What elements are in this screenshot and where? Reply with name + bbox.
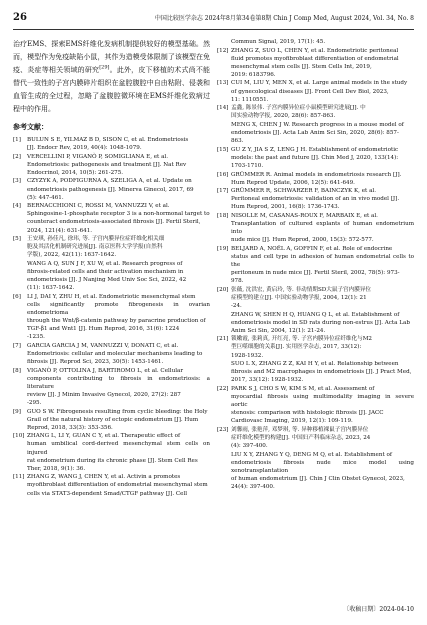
reference-text-line: fibrosis and M2 macrophages in endometriosis [J]. J Pract Med, (231, 369, 412, 376)
reference-text-line: 978. (231, 278, 244, 285)
intro-paragraph-block (13, 38, 210, 116)
reference-item (13, 235, 210, 259)
page-header (13, 12, 414, 28)
reference-text-line: 王安琪, 孙佳凡, 徐玮, 等. 子宫内膜异位症纤维化相关细 (27, 236, 165, 243)
reference-number: [22] (217, 385, 229, 392)
reference-number: [5] (13, 236, 21, 243)
reference-text-line: 1703-1710. (231, 162, 264, 169)
reference-number: [23] (217, 426, 229, 433)
reference-item (217, 335, 414, 359)
reference-number: [16] (217, 171, 229, 178)
reference-item (217, 360, 414, 384)
reference-text-line: ZHANG W, SHEN H Q, HUANG Q L, et al. Establishment of (231, 311, 400, 318)
reference-text-line: 胞及其活化机制研究进展[J]. 南京医科大学学报(自然科 (27, 244, 163, 251)
reference-text-line: 症纤维化模型的构建[J]. 中国妇产科临床杂志, 2023, 24 (231, 435, 371, 441)
reference-text-line: status and cell type in adhesion of human endometrial cells to the (231, 253, 414, 269)
reference-number: [12] (217, 47, 229, 54)
reference-number: [2] (13, 153, 21, 160)
reference-text-line: endometriosis pathogenesis [J]. Minerva Ginecol, 2017, 69 (27, 186, 194, 193)
reference-text-line: -24. (231, 303, 242, 309)
reference-number: [10] (13, 433, 25, 440)
reference-text-line: Reprod, 2018, 33(3): 353-356. (27, 424, 113, 431)
reference-text-line: Endometriosis: cellular and molecular mechanisms leading to (27, 350, 203, 357)
reference-number: [14] (217, 105, 229, 112)
reference-text-line: SUO L X, ZHANG Z Z, KAI H Y, et al. Relationship between (231, 361, 399, 368)
reference-text-line: endometriosis [J]. Acta Lab Anim Sci Sin, 2020, 28(6): 857- (231, 130, 399, 137)
reference-item (13, 136, 210, 152)
reference-text-line: 症模型的建立[J]. 中国实验动物学报, 2004, 12(1): 21 (231, 294, 367, 301)
right-column (217, 38, 414, 492)
reference-number: [21] (217, 336, 229, 343)
reference-text-line: 1928-1932. (231, 352, 264, 359)
reference-text-line: rat endometrium during its chronic phase [J]. Stem Cell Res (27, 457, 198, 464)
page-number: 26 (13, 12, 27, 23)
reference-text-line: mesenchymal stem cells [J]. Stem Cells Int, 2019, (231, 63, 372, 70)
reference-item (13, 367, 210, 407)
reference-number: [9] (13, 408, 21, 415)
reference-text-line: through the Wnt/β-catenin pathway by paracrine production of (27, 318, 206, 325)
intro-text-part-2: 。此外，皮下移植的术式尚不能替代一致性的子宫内膜碎片组织在盆腔腹腔中自由粘附、侵袭和血管生成的全过程，忽略了盆腹腔微环境在EMS纤维化致病过程中的作用。 (13, 66, 211, 113)
reference-text-line: -1235. (27, 334, 45, 341)
left-column (13, 38, 210, 498)
reference-text-line: 2019: 6183796. (231, 71, 276, 78)
reference-text-line: endometriosis fibrosis nude mice model using xenotransplantation (231, 459, 414, 474)
reference-number: [6] (13, 293, 21, 300)
reference-item (217, 212, 414, 244)
reference-text-line: Anim Sci Sin, 2004, 12(1): 21-24. (231, 327, 326, 334)
reference-text-line: fibrosis-related cells and their activation mechanism in (27, 269, 184, 275)
reference-number: [1] (13, 137, 21, 143)
reference-number: [7] (13, 342, 21, 349)
reference-item (217, 146, 414, 170)
reference-item (217, 311, 414, 335)
reference-text-line: peritoneum in nude mice [J]. Fertil Steril, 2002, 78(5): 973- (231, 270, 400, 277)
reference-text-line: 张薇, 沈洪宏, 黄启玲, 等. 非动情期SD大鼠子宫内膜异位 (231, 286, 372, 293)
reference-text-line: Ther, 2018, 9(1): 36. (27, 465, 86, 472)
reference-text-line: BULUN S E, YILMAZ B D, SISON C, et al. Endometriosis (27, 137, 189, 143)
reference-text-line: Cardiovasc Imaging, 2019, 12(1): 109-119. (231, 418, 353, 425)
reference-text-line: 2024, 121(4): 631-641. (27, 227, 93, 234)
journal-running-head: 中国比较医学杂志 2024年8月第34卷第8期 Chin J Comp Med, August 2024, Vol. 34, No. 8 (154, 15, 414, 22)
reference-text-line: 孟鑫, 陈景伟. 子宫内膜异位症小鼠模型研究进展[J]. 中 (231, 105, 366, 112)
references-heading: 参考文献： (13, 123, 48, 131)
reference-text-line: models: the past and future [J]. Chin Med J, 2020, 133(14): (231, 154, 399, 161)
reference-number: [17] (217, 188, 229, 195)
reference-text-line: ZHANG L, LI Y, GUAN C Y, et al. Therapeutic effect of (27, 433, 181, 440)
reference-number: [4] (13, 203, 21, 210)
reference-item (217, 47, 414, 79)
reference-text-line: (11): 1637-1642. (27, 285, 75, 292)
reference-text-line: GRÜMMER R. Animal models in endometriosis research [J]. (231, 171, 402, 178)
reference-text-line: Hum Reprod, 2001, 16(8): 1736-1743. (231, 204, 340, 211)
reference-number: [20] (217, 286, 229, 293)
reference-text-line: 863. (231, 138, 244, 145)
reference-item (217, 286, 414, 310)
reference-item (217, 426, 414, 450)
reference-item (217, 121, 414, 145)
reference-text-line: 锁嫩霞, 张莉真, 开红亮, 等. 子宫内膜异位症纤维化与M2 (231, 336, 372, 343)
reference-text-line: cells significantly promote fibrogenesis in ovarian endometrioma (27, 301, 210, 316)
reference-item (217, 245, 414, 285)
reference-text-line: 刘馨雨, 张艳萍, 邓梦琪, 等. 异种移植裸鼠子宫内膜异位 (231, 426, 369, 433)
reference-text-line: PARK S J, CHO S W, KIM S M, et al. Assessment of (231, 385, 375, 392)
reference-text-line: Hum Reprod Update, 2006, 12(5): 641-649. (231, 179, 355, 186)
reference-list-left (13, 136, 210, 498)
reference-text-line: Peritoneal endometriosis: validation of an in vivo model [J]. (231, 196, 400, 203)
reference-text-line: BERNACCHIONI C, ROSSI M, VANNUZZI V, et al. (27, 203, 170, 210)
reference-text-line: review [J]. J Minim Invasive Gynecol, 2020, 27(2): 287 (27, 391, 181, 398)
reference-text-line: endometriosis [J]. J Nanjing Med Univ Soc Sci, 2022, 42 (27, 277, 187, 284)
reference-item (217, 451, 414, 491)
reference-text-line: cells via STAT3-dependent Smad/CTGF pathway [J]. Cell (27, 490, 188, 497)
reference-text-line: BELJARD A, NOËL A, GOFFIN F, et al. Role of endocrine (231, 245, 393, 252)
reference-text-line: counteract endometriosis-associated fibrosis [J]. Fertil Steril, (27, 219, 201, 226)
reference-number: [3] (13, 178, 21, 185)
reference-text-line: Grail of the natural history of ectopic endometrium [J]. Hum (27, 416, 199, 423)
reference-text-line: LI J, DAI Y, ZHU H, et al. Endometriotic mesenchymal stem (27, 293, 196, 300)
reference-text-line: -295. (27, 400, 42, 406)
reference-text-line: 11: 1110551. (231, 96, 269, 103)
reference-item (217, 385, 414, 425)
reference-text-line: fibrosis [J]. Reprod Sci, 2023, 30(5): 1453-1461. (27, 359, 164, 366)
reference-text-line: 国实验动物学报, 2020, 28(6): 857-863. (231, 113, 336, 120)
intro-paragraph (13, 38, 210, 116)
reference-item (13, 153, 210, 177)
reference-text-line: Endocrinol, 2014, 10(5): 261-275. (27, 169, 124, 176)
reference-item (13, 202, 210, 234)
reference-text-line: GARCIA GARCIA J M, VANNUZZI V, DONATI C, et al. (27, 342, 179, 349)
reference-number: [11] (13, 474, 25, 481)
reference-list-right (217, 38, 414, 491)
reference-text-line: MENG X, CHEN J W. Research progress in a mouse model of (231, 121, 404, 128)
reference-item (217, 104, 414, 120)
reference-item (217, 79, 414, 103)
reference-text-line: WANG A Q, SUN J F, XU W, et al. Research progress of (27, 260, 183, 267)
reference-text-line: components contributing to fibrosis in endometriosis: a literature (27, 375, 210, 390)
reference-text-line: (4): 397-400. (231, 443, 268, 450)
reference-text-line: Sphingosine-1-phosphate receptor 3 is a non-hormonal target to (27, 211, 210, 218)
reference-text-line: VIGANÒ P, OTTOLINA J, BARTIROMO L, et al. Cellular (27, 367, 183, 374)
reference-text-line: myofibroblast differentiation of endometrial mesenchymal stem (27, 482, 208, 489)
reference-item (13, 260, 210, 292)
reference-item (13, 473, 210, 497)
reference-number: [15] (217, 146, 229, 153)
reference-text-line: 2017, 33(12): 1928-1932. (231, 377, 304, 384)
reference-item (13, 342, 210, 366)
reference-text-line: endometriosis model in SD rats during non-estrus [J]. Acta Lab (231, 319, 410, 326)
reference-text-line: fluid promotes myofibroblast differentiation of endometrial (231, 55, 399, 62)
reference-text-line: LIU X Y, ZHANG Y Q, DENG M Q, et al. Establishment of (231, 451, 392, 458)
reference-text-line: GRÜMMER R, SCHWARZER F, BAINCZYK K, et al. (231, 188, 376, 195)
reference-text-line: human umbilical cord-derived mesenchymal stem cells on injured (27, 441, 210, 456)
reference-item (217, 187, 414, 211)
reference-item (217, 171, 414, 187)
reference-number: [13] (217, 80, 229, 87)
reference-text-line: stenosis: comparison with histologic fibrosis [J]. JACC (231, 410, 384, 417)
reference-text-line: ZHANG Z, WANG J, CHEN Y, et al. Activin a promotes (27, 474, 181, 481)
reference-text-line: (5): 447-461. (27, 194, 64, 201)
reference-number: [19] (217, 245, 229, 252)
reference-text-line: CZYZYK A, PODFIGURNA A, SZELIGA A, et al. Update on (27, 178, 192, 185)
reference-text-line: Transplantation of cultured explants of human endometrium into (231, 221, 414, 236)
reference-text-line: 24(4): 397-400. (231, 484, 275, 491)
reference-text-line: GU Z Y, JIA S Z, LENG J H. Establishment of endometriotic (231, 146, 399, 153)
reference-text-line: GUO S W. Fibrogenesis resulting from cyclic bleeding: the Holy (27, 408, 208, 415)
citation-superscript: [29] (99, 64, 110, 71)
reference-text-line: 型巨噬细胞的关系[J]. 实用医学杂志, 2017, 33(12): (231, 344, 362, 351)
reference-number: [18] (217, 212, 229, 219)
intro-text-part-1: 治疗EMS、探索EMS纤维化发病机制提供较好的模型基础。然而，模型作为免疫缺陷小鼠，其作为造模受体限制了该模型在免疫、炎症等相关领域的研究 (13, 40, 210, 74)
reference-text-line: ZHANG Z, SUO L, CHEN Y, et al. Endometriotic peritoneal (231, 47, 399, 54)
reference-item (13, 408, 210, 432)
reference-text-line: Endometriosis: pathogenesis and treatment [J]. Nat Rev (27, 161, 187, 168)
reference-text-line: Commun Signal, 2019, 17(1): 45. (231, 39, 326, 45)
header-rule (13, 29, 414, 30)
reference-text-line: TGF-β1 and Wnt1 [J]. Hum Reprod, 2016, 31(6): 1224 (27, 326, 180, 333)
reference-text-line: of gynecological diseases [J]. Front Cell Dev Biol, 2023, (231, 88, 389, 95)
reference-number: [8] (13, 367, 21, 374)
reference-item (13, 293, 210, 342)
reference-text-line: of human endometrium [J]. Chin J Clin Obstet Gynecol, 2023, (231, 475, 405, 482)
reference-text-line: VERCELLINI P, VIGANÒ P, SOMIGLIANA E, et al. (27, 153, 168, 160)
reference-item (13, 432, 210, 472)
reference-text-line: NISOLLE M, CASANAS-ROUX F, MARBAIX E, et al. (231, 212, 378, 219)
reference-text-line: myocardial fibrosis using multimodality imaging in severe aortic (231, 394, 414, 409)
reference-text-line: 学版), 2022, 42(11): 1637-1642. (27, 252, 117, 259)
received-date: 〔收稿日期〕2024-04-10 (343, 606, 414, 613)
reference-text-line: CUI M, LIU Y, MEN X, et al. Large animal models in the study (231, 80, 408, 87)
reference-text-line: nude mice [J]. Hum Reprod, 2000, 15(3): 572-577. (231, 237, 374, 244)
reference-item (217, 38, 414, 46)
reference-item (13, 177, 210, 201)
reference-text-line: [J]. Endocr Rev, 2019, 40(4): 1048-1079. (27, 145, 142, 152)
